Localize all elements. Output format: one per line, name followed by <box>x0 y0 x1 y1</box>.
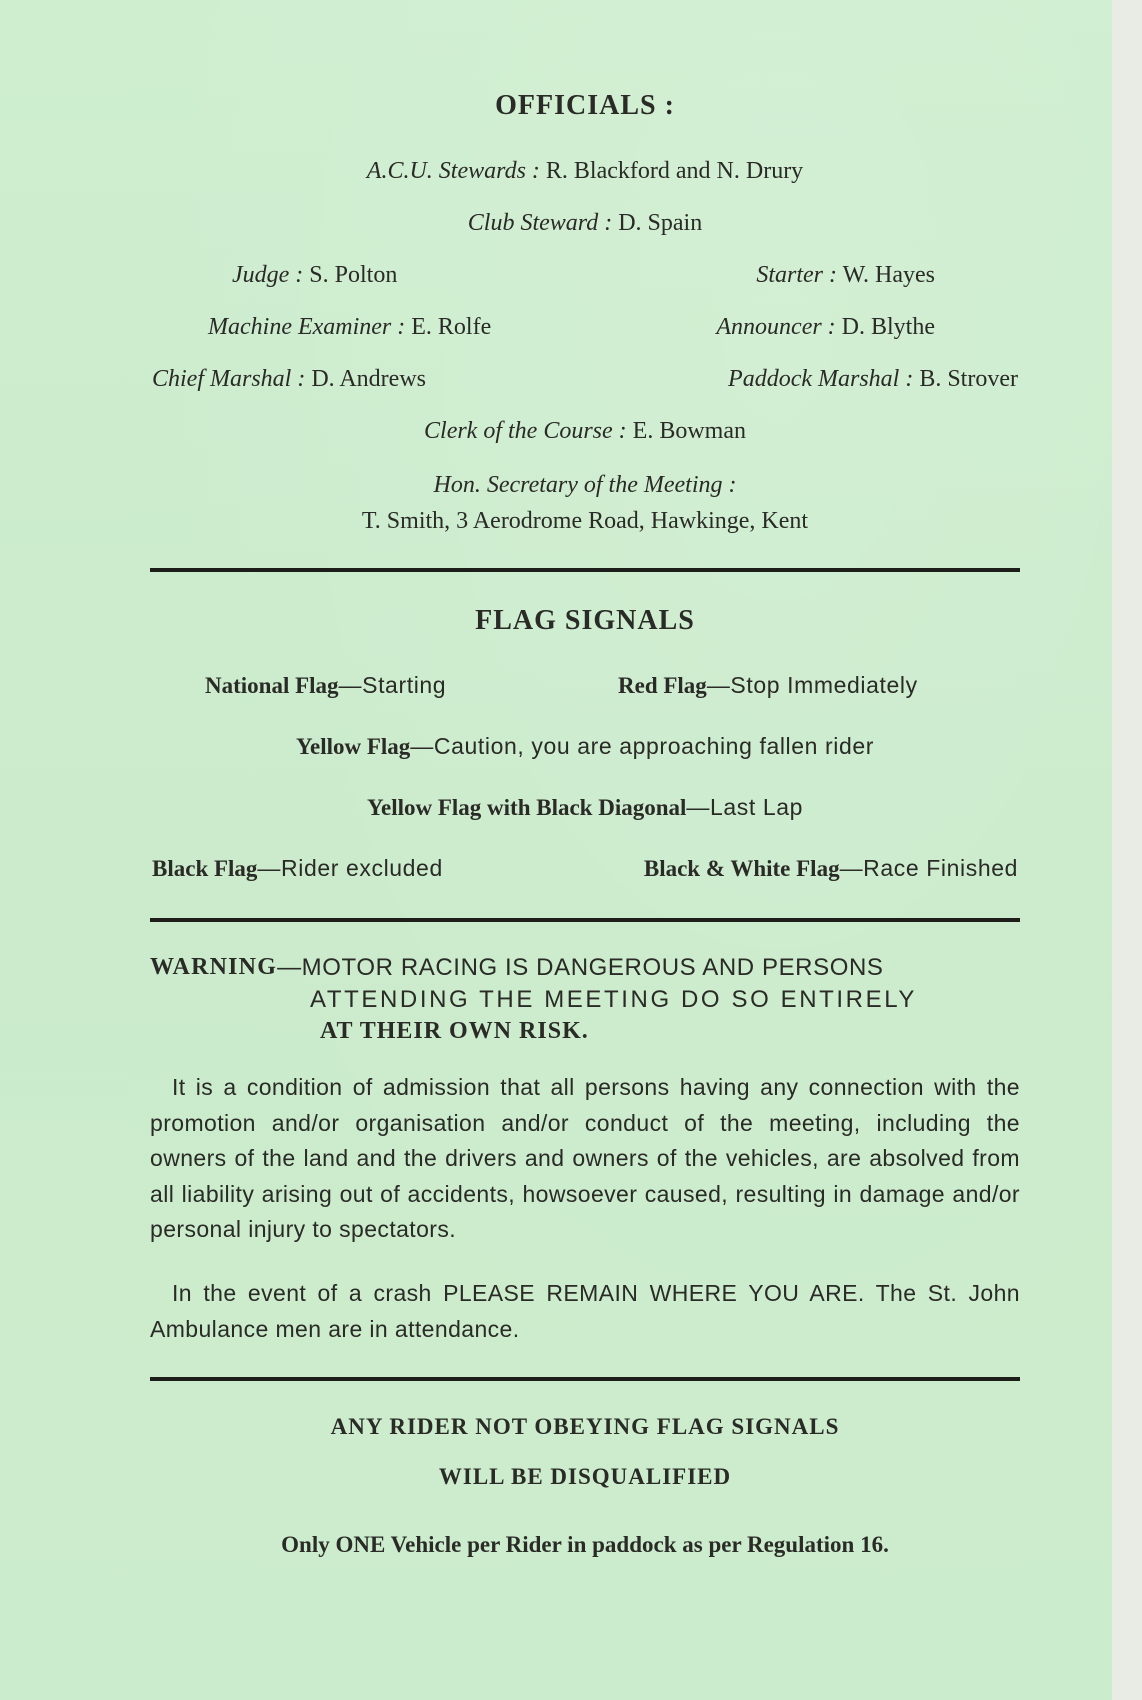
flag-diagonal-desc: —Last Lap <box>686 794 804 820</box>
starter-value: W. Hayes <box>842 262 935 288</box>
flag-yellow-diagonal <box>150 794 1020 821</box>
chief-marshal-label: Chief Marshal : <box>152 366 306 392</box>
flag-yellow <box>150 733 1020 760</box>
announcer-label: Announcer : <box>716 314 836 340</box>
officials-heading: OFFICIALS : <box>495 90 675 121</box>
flag-black-name: Black Flag <box>152 856 258 881</box>
regulation-notice: Only ONE Vehicle per Rider in paddock as per Regulation 16. <box>281 1532 889 1557</box>
machine-examiner-label: Machine Examiner : <box>208 314 406 340</box>
starter-label: Starter : <box>756 262 837 288</box>
chief-marshal-value: D. Andrews <box>311 366 426 392</box>
warning-line-3: AT THEIR OWN RISK. <box>320 1018 589 1044</box>
flag-diagonal-name: Yellow Flag with Black Diagonal <box>366 795 687 820</box>
acu-stewards <box>150 156 1020 186</box>
starter <box>756 260 935 290</box>
club-steward <box>150 208 1020 238</box>
machine-examiner-value: E. Rolfe <box>411 314 492 340</box>
warning-label: WARNING <box>150 954 278 980</box>
announcer <box>716 312 935 342</box>
divider-1 <box>150 568 1020 572</box>
flag-bw-name: Black & White Flag <box>643 856 840 881</box>
clerk-of-course-value: E. Bowman <box>632 418 746 444</box>
acu-stewards-value: R. Blackford and N. Drury <box>545 158 804 184</box>
flag-black <box>152 855 443 882</box>
club-steward-value: D. Spain <box>618 210 703 236</box>
flag-black-white <box>644 855 1018 882</box>
secretary-value: T. Smith, 3 Aerodrome Road, Hawkinge, Kent <box>361 508 809 534</box>
warning-line-1: —MOTOR RACING IS DANGEROUS AND PERSONS <box>277 954 884 981</box>
flag-national-name: National Flag <box>205 673 339 698</box>
flag-red <box>618 672 918 699</box>
machine-examiner <box>208 312 491 342</box>
flag-red-name: Red Flag <box>618 673 707 698</box>
crash-notice: In the event of a crash PLEASE REMAIN WHERE YOU ARE. The St. John Ambulance men are in attendance. <box>150 1280 1020 1342</box>
chief-marshal <box>152 364 426 394</box>
flag-bw-desc: —Race Finished <box>839 855 1018 881</box>
announcer-value: D. Blythe <box>841 314 935 340</box>
divider-3 <box>150 1377 1020 1381</box>
club-steward-label: Club Steward : <box>467 210 613 236</box>
judge-value: S. Polton <box>309 262 398 288</box>
flag-yellow-name: Yellow Flag <box>295 734 411 759</box>
divider-2 <box>150 918 1020 922</box>
warning-line-2: ATTENDING THE MEETING DO SO ENTIRELY <box>310 986 917 1013</box>
paddock-marshal-value: B. Strover <box>919 366 1018 392</box>
paddock-marshal <box>728 364 1018 394</box>
judge <box>232 260 397 290</box>
clerk-of-course <box>150 416 1020 446</box>
flag-national <box>205 672 446 699</box>
flag-black-desc: —Rider excluded <box>257 855 443 881</box>
flag-yellow-desc: —Caution, you are approaching fallen rider <box>410 733 875 759</box>
secretary-label: Hon. Secretary of the Meeting : <box>433 472 737 498</box>
disqualify-line-1: ANY RIDER NOT OBEYING FLAG SIGNALS <box>330 1414 840 1439</box>
disqualify-line-2: WILL BE DISQUALIFIED <box>438 1464 732 1489</box>
flag-red-desc: —Stop Immediately <box>706 672 918 698</box>
flag-national-desc: —Starting <box>338 672 447 698</box>
warning-block <box>150 954 1020 1045</box>
paddock-marshal-label: Paddock Marshal : <box>728 366 914 392</box>
flag-signals-heading: FLAG SIGNALS <box>475 605 695 636</box>
page-edge <box>1112 0 1142 1700</box>
acu-stewards-label: A.C.U. Stewards : <box>366 158 540 184</box>
admission-condition: It is a condition of admission that all persons having any connection with the promotion and/or organisation and/or conduct of the meeting, including the owners of the land and the drivers and owners of the vehicles, are absolved from all liability arising out of accidents, howsoever caused, resulting in damage and/or personal injury to spectators. <box>150 1074 1020 1242</box>
clerk-of-course-label: Clerk of the Course : <box>424 418 627 444</box>
judge-label: Judge : <box>232 262 304 288</box>
